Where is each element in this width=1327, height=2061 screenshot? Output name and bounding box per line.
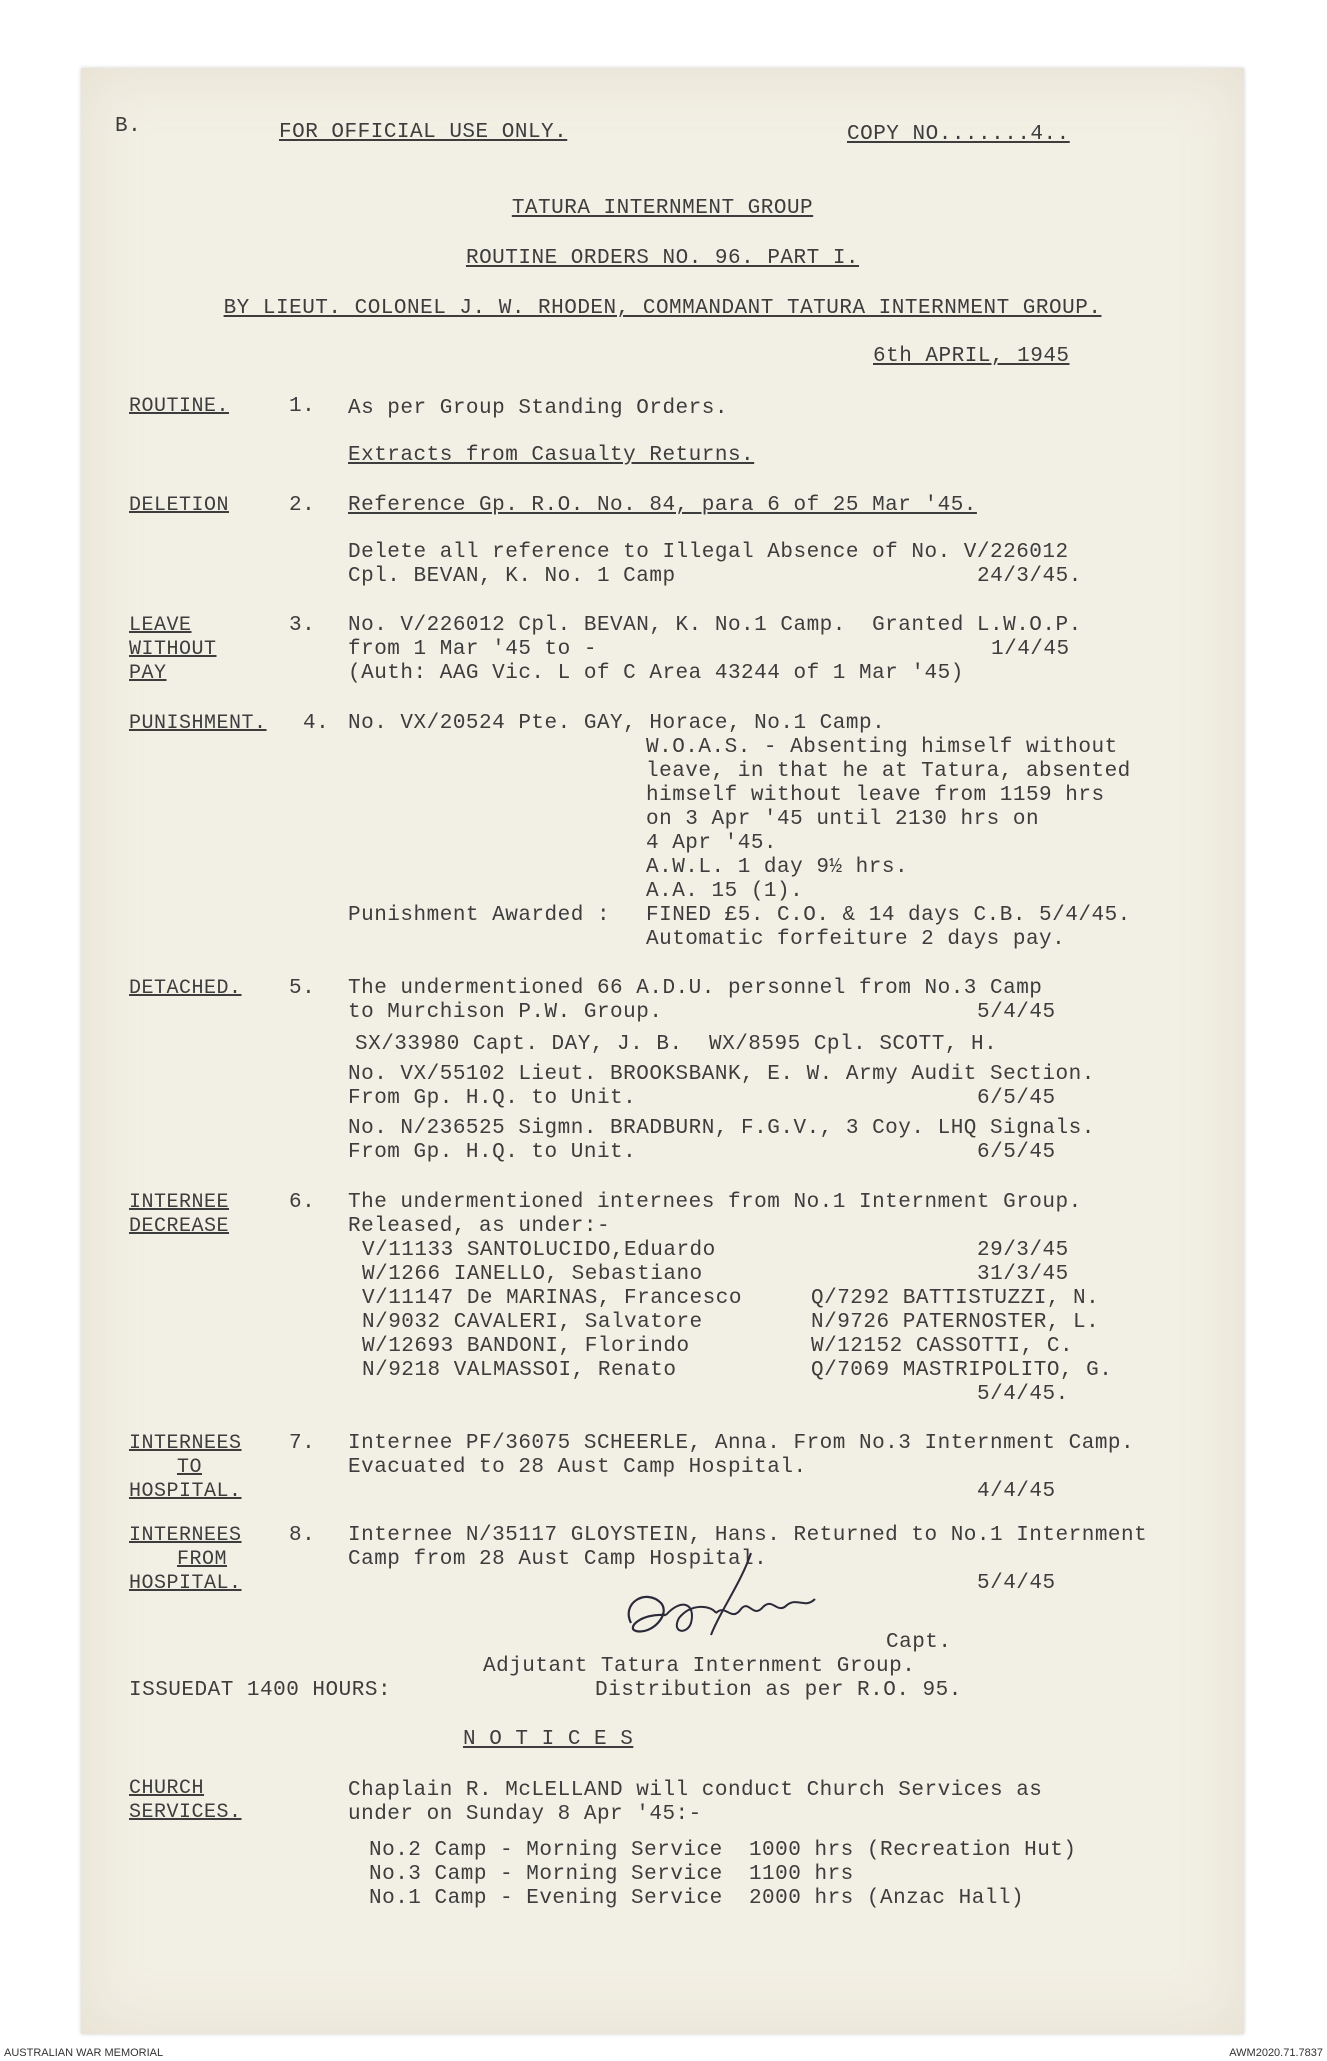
decrease-line: The undermentioned internees from No.1 Internment Group. [348, 1191, 1082, 1214]
item-number: 8. [289, 1524, 316, 1547]
distribution: Distribution as per R.O. 95. [595, 1679, 962, 1702]
detached-person: SX/33980 Capt. DAY, J. B. [355, 1033, 683, 1056]
internee-entry: N/9218 VALMASSOI, Renato [362, 1359, 677, 1382]
section-heading-punishment: PUNISHMENT. [129, 712, 267, 735]
section-heading-routine: ROUTINE. [129, 395, 230, 418]
item-number: 2. [289, 494, 316, 517]
section-heading-from-hospital: HOSPITAL. [129, 1572, 242, 1595]
church-service: No.1 Camp - Evening Service 2000 hrs (Anzac Hall) [369, 1887, 1025, 1910]
from-hospital-line: Internee N/35117 GLOYSTEIN, Hans. Returned to No.1 Internment [348, 1524, 1148, 1547]
punishment-line: No. VX/20524 Pte. GAY, Horace, No.1 Camp. [348, 712, 886, 735]
section-heading-from-hospital: INTERNEES [129, 1524, 242, 1547]
leave-line: from 1 Mar '45 to - [348, 638, 597, 661]
detached-date: 6/5/45 [977, 1141, 1056, 1164]
section-heading-to-hospital: HOSPITAL. [129, 1480, 242, 1503]
by-line: BY LIEUT. COLONEL J. W. RHODEN, COMMANDANT TATURA INTERNMENT GROUP. [223, 297, 1102, 320]
leave-date: 1/4/45 [991, 638, 1070, 661]
internee-entry: W/12693 BANDONI, Florindo [362, 1335, 690, 1358]
deletion-line: Cpl. BEVAN, K. No. 1 Camp [348, 565, 676, 588]
footer-institution: AUSTRALIAN WAR MEMORIAL [4, 2047, 164, 2059]
internee-entry: W/1266 IANELLO, Sebastiano [362, 1263, 703, 1286]
detached-line: The undermentioned 66 A.D.U. personnel from No.3 Camp [348, 977, 1043, 1000]
punishment-forfeit: Automatic forfeiture 2 days pay. [646, 928, 1066, 951]
handwritten-signature [601, 1543, 851, 1653]
charge-line: A.W.L. 1 day 9½ hrs. [646, 856, 909, 879]
charge-line: himself without leave from 1159 hrs [646, 784, 1105, 807]
to-hospital-line: Internee PF/36075 SCHEERLE, Anna. From No.3 Internment Camp. [348, 1432, 1135, 1455]
footer-accession-number: AWM2020.71.7837 [1229, 2047, 1323, 2059]
charge-line: W.O.A.S. - Absenting himself without [646, 736, 1118, 759]
deletion-line: Delete all reference to Illegal Absence of No. V/226012 [348, 541, 1069, 564]
group-title: TATURA INTERNMENT GROUP [511, 197, 814, 220]
decrease-line: Released, as under:- [348, 1215, 611, 1238]
orders-title: ROUTINE ORDERS NO. 96. PART I. [465, 247, 860, 270]
church-line: under on Sunday 8 Apr '45:- [348, 1803, 702, 1826]
notices-title: N O T I C E S [463, 1728, 634, 1751]
detached-date: 5/4/45 [977, 1001, 1056, 1024]
item-number: 5. [289, 977, 316, 1000]
from-hospital-line: Camp from 28 Aust Camp Hospital. [348, 1548, 768, 1571]
charge-line: A.A. 15 (1). [646, 880, 804, 903]
section-heading-leave: WITHOUT [129, 638, 217, 661]
detached-line: to Murchison P.W. Group. [348, 1001, 663, 1024]
detached-person: WX/8595 Cpl. SCOTT, H. [709, 1033, 998, 1056]
deletion-date: 24/3/45. [977, 565, 1082, 588]
item-number: 6. [289, 1191, 316, 1214]
section-heading-deletion: DELETION [129, 494, 230, 517]
item-number: 3. [289, 614, 316, 637]
deletion-reference: Reference Gp. R.O. No. 84, para 6 of 25 Mar '45. [348, 494, 977, 517]
detached-line: No. N/236525 Sigmn. BRADBURN, F.G.V., 3 Coy. LHQ Signals. [348, 1117, 1095, 1140]
document-date: 6th APRIL, 1945 [873, 345, 1070, 368]
internee-entry: W/12152 CASSOTTI, C. [811, 1335, 1074, 1358]
item-number: 4. [303, 712, 330, 735]
section-heading-leave: LEAVE [129, 614, 192, 637]
church-service: No.3 Camp - Morning Service 1100 hrs [369, 1863, 854, 1886]
to-hospital-date: 4/4/45 [977, 1480, 1056, 1503]
item-number: 7. [289, 1432, 316, 1455]
punishment-award-label: Punishment Awarded : [348, 904, 611, 927]
detached-line: From Gp. H.Q. to Unit. [348, 1087, 637, 1110]
decrease-date: 5/4/45. [977, 1383, 1069, 1406]
internee-entry: Q/7069 MASTRIPOLITO, G. [811, 1359, 1113, 1382]
casualty-returns-heading: Extracts from Casualty Returns. [348, 444, 755, 467]
detached-date: 6/5/45 [977, 1087, 1056, 1110]
from-hospital-date: 5/4/45 [977, 1572, 1056, 1595]
issued-time: ISSUEDAT 1400 HOURS: [129, 1679, 392, 1702]
church-service: No.2 Camp - Morning Service 1000 hrs (Recreation Hut) [369, 1839, 1077, 1862]
section-heading-church: SERVICES. [129, 1801, 242, 1824]
signatory-rank: Capt. [886, 1631, 952, 1654]
leave-line: (Auth: AAG Vic. L of C Area 43244 of 1 Mar '45) [348, 662, 964, 685]
internee-entry: V/11147 De MARINAS, Francesco [362, 1287, 742, 1310]
charge-line: 4 Apr '45. [646, 832, 778, 855]
signatory-title: Adjutant Tatura Internment Group. [483, 1655, 916, 1678]
section-heading-from-hospital: FROM [177, 1548, 228, 1571]
section-heading-to-hospital: INTERNEES [129, 1432, 242, 1455]
punishment-award: FINED £5. C.O. & 14 days C.B. 5/4/45. [646, 904, 1131, 927]
charge-line: leave, in that he at Tatura, absented [646, 760, 1131, 783]
doc-prefix: B. [115, 115, 142, 138]
to-hospital-line: Evacuated to 28 Aust Camp Hospital. [348, 1456, 807, 1479]
routine-text: As per Group Standing Orders. [348, 397, 728, 420]
section-heading-decrease: DECREASE [129, 1215, 230, 1238]
section-heading-church: CHURCH [129, 1777, 205, 1800]
church-line: Chaplain R. McLELLAND will conduct Church Services as [348, 1779, 1043, 1802]
internee-date: 31/3/45 [977, 1263, 1069, 1286]
copy-number: COPY NO.......4.. [847, 123, 1070, 146]
internee-entry: V/11133 SANTOLUCIDO,Eduardo [362, 1239, 716, 1262]
internee-entry: N/9726 PATERNOSTER, L. [811, 1311, 1100, 1334]
section-heading-to-hospital: TO [177, 1456, 203, 1479]
leave-line: No. V/226012 Cpl. BEVAN, K. No.1 Camp. Granted L.W.O.P. [348, 614, 1082, 637]
section-heading-detached: DETACHED. [129, 977, 242, 1000]
detached-line: No. VX/55102 Lieut. BROOKSBANK, E. W. Army Audit Section. [348, 1063, 1095, 1086]
internee-entry: N/9032 CAVALERI, Salvatore [362, 1311, 703, 1334]
detached-line: From Gp. H.Q. to Unit. [348, 1141, 637, 1164]
classification: FOR OFFICIAL USE ONLY. [279, 121, 568, 144]
section-heading-leave: PAY [129, 662, 167, 685]
item-number: 1. [289, 395, 316, 418]
charge-line: on 3 Apr '45 until 2130 hrs on [646, 808, 1040, 831]
document-page [81, 68, 1244, 2034]
internee-entry: Q/7292 BATTISTUZZI, N. [811, 1287, 1100, 1310]
section-heading-decrease: INTERNEE [129, 1191, 230, 1214]
internee-date: 29/3/45 [977, 1239, 1069, 1262]
